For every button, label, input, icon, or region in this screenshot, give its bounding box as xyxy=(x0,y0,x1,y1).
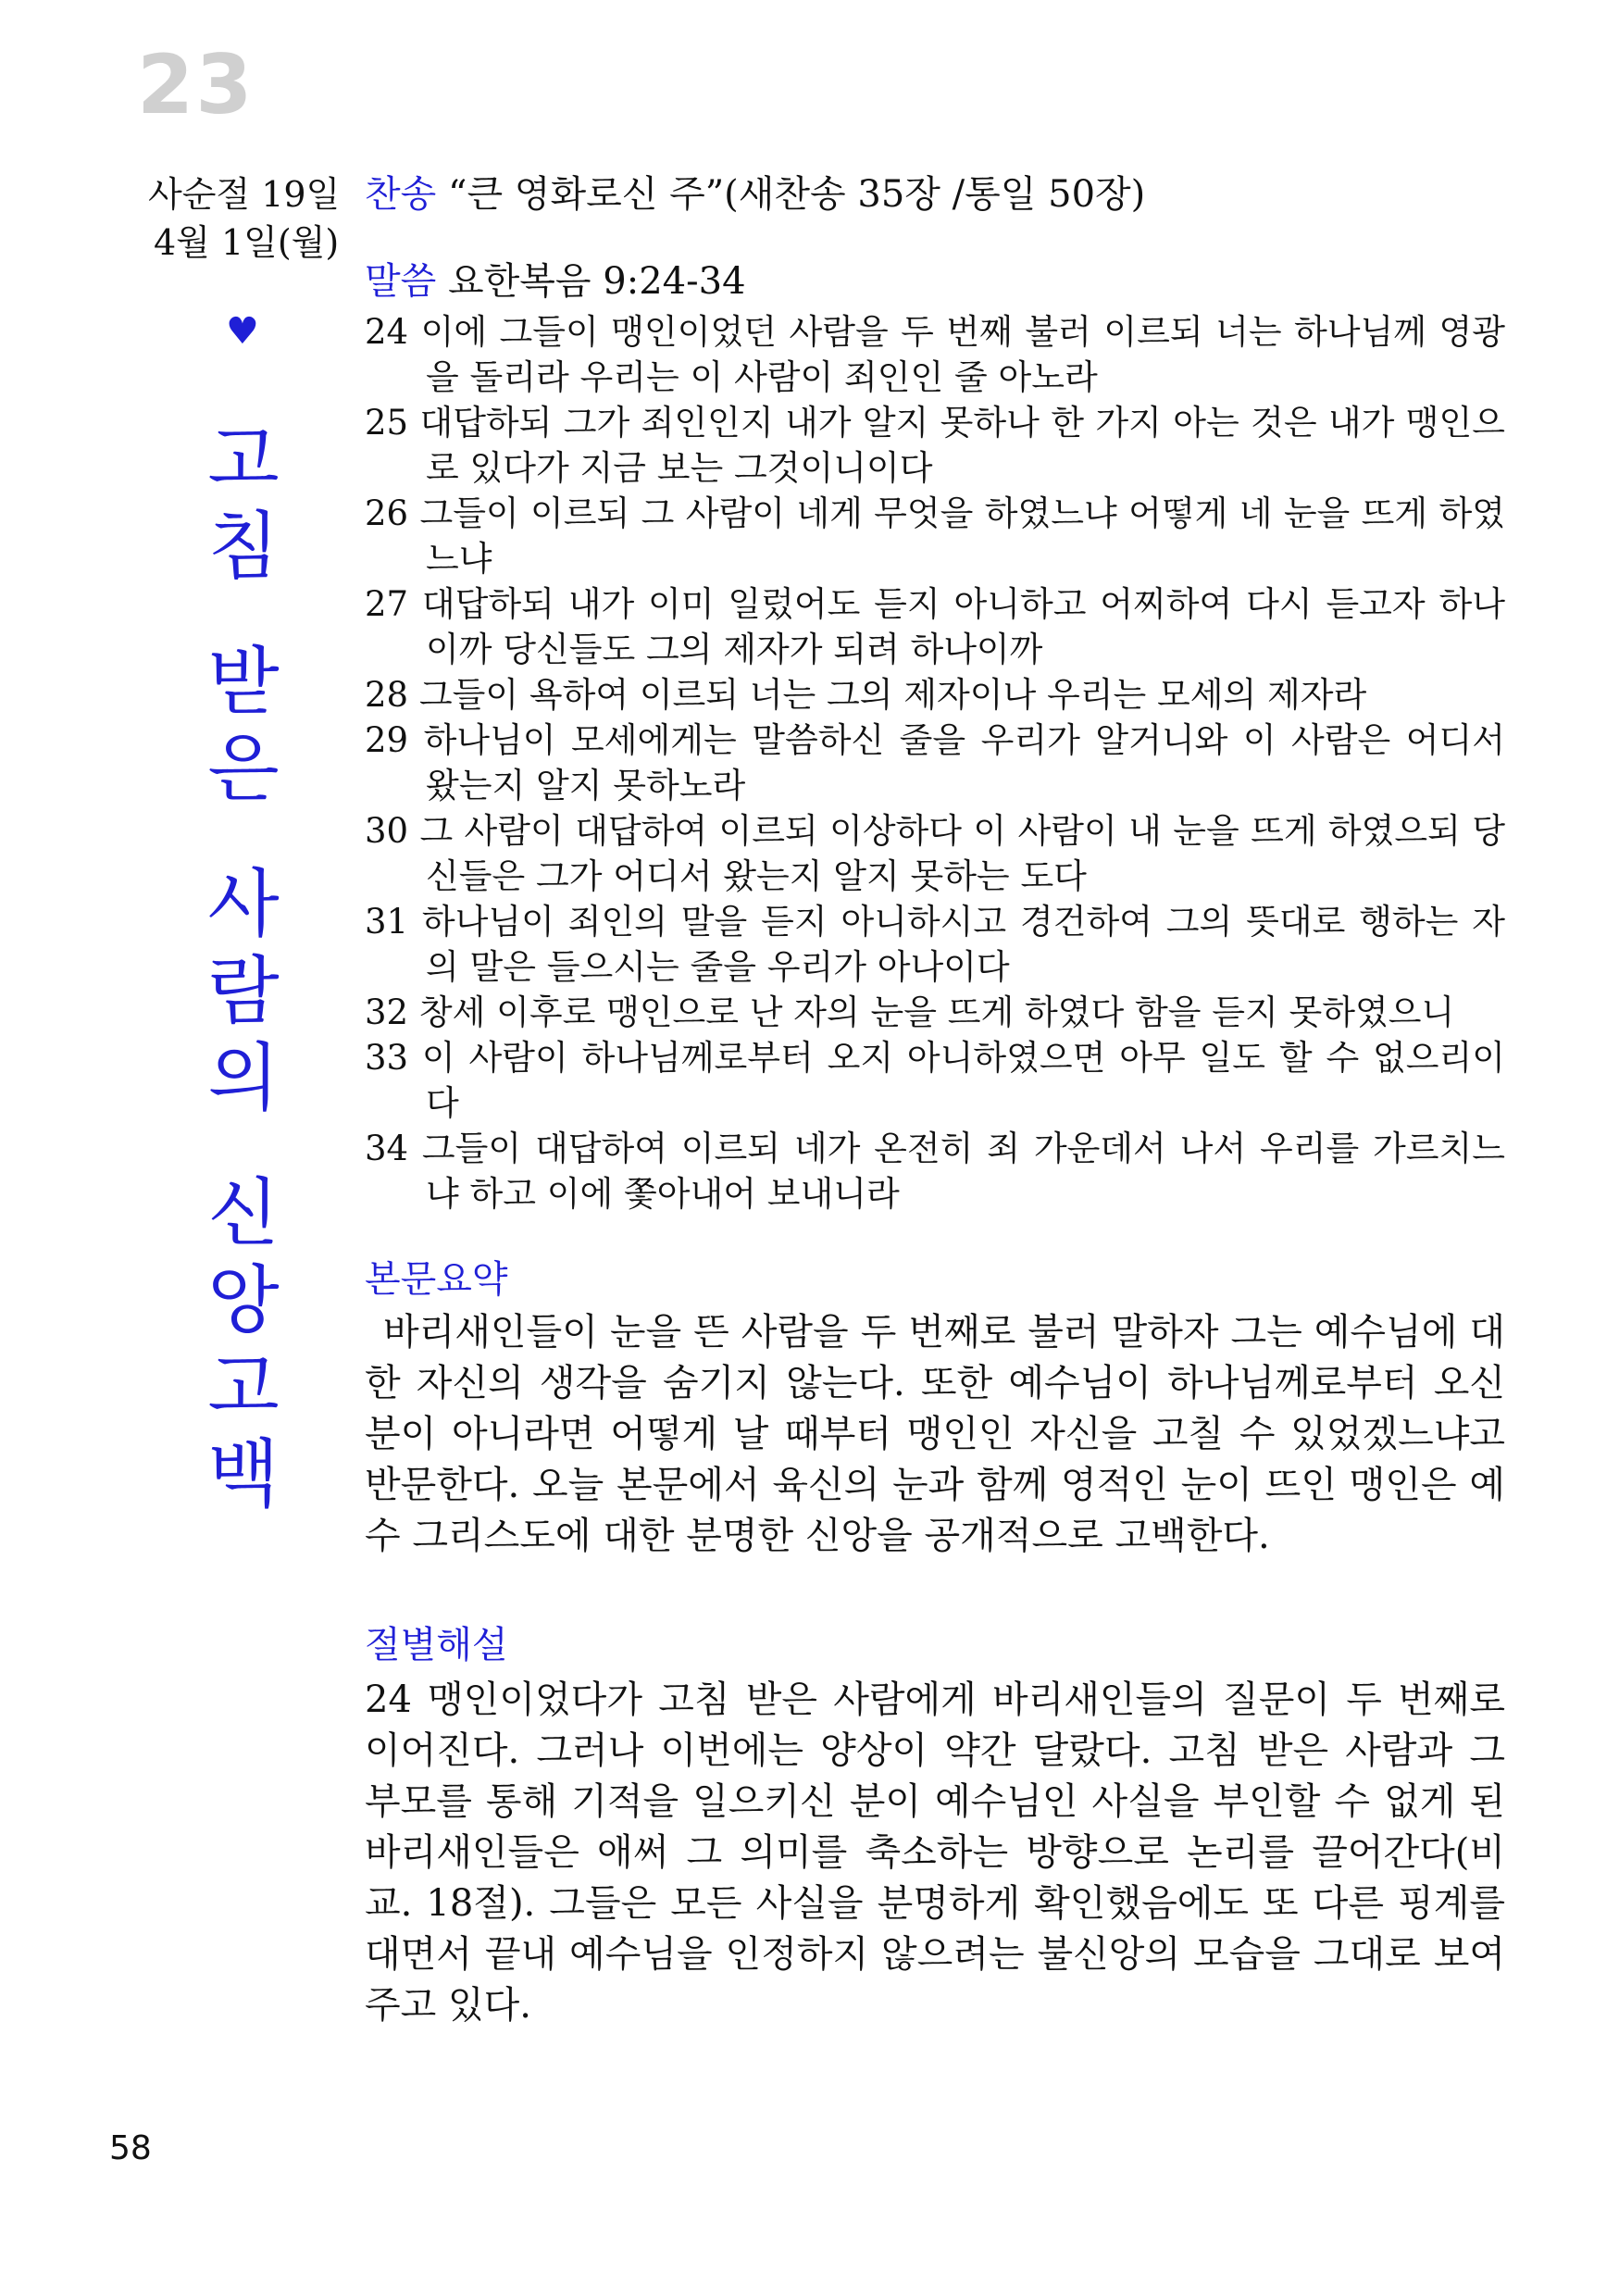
summary-text: 바리새인들이 눈을 뜬 사람을 두 번째로 불러 말하자 그는 예수님에 대한 자신의 생각을 숨기지 않는다. 또한 예수님이 하나님께로부터 오신 분이 아니라면 어떻게 날 때부터 맹인인 자신을 고칠 수 있었겠느냐고 반문한다. 오늘 본문에서 육신의 눈과 함께 영적인 눈이 뜨인 맹인은 예수 그리스도에 대한 분명한 신앙을 공개적으로 고백한다. xyxy=(365,1311,1505,1557)
verse: 34 그들이 대답하여 이르되 네가 온전히 죄 가운데서 나서 우리를 가르치느냐 하고 이에 쫓아내어 보내니라 xyxy=(365,1129,1505,1214)
title-char: 신 xyxy=(207,1170,280,1256)
verse: 31 하나님이 죄인의 말을 듣지 아니하시고 경건하여 그의 뜻대로 행하는 자의 말은 들으시는 줄을 우리가 아나이다 xyxy=(365,902,1505,987)
scripture-reference: 요한복음 9:24-34 xyxy=(448,260,746,303)
scripture-label: 말씀 xyxy=(365,260,437,303)
heart-icon: ♥ xyxy=(226,310,259,353)
verse-list xyxy=(365,309,1505,1217)
commentary-text: 24 맹인이었다가 고침 받은 사람에게 바리새인들의 질문이 두 번째로 이어진다. 그러나 이번에는 양상이 약간 달랐다. 고침 받은 사람과 그 부모를 통해 기적을 일으키신 분이 예수님인 사실을 부인할 수 없게 된 바리새인들은 애써 그 의미를 축소하는 방향으로 논리를 끌어간다(비교. 18절). 그들은 모든 사실을 분명하게 확인했음에도 또 다른 핑계를 대면서 끝내 예수님을 인정하지 않으려는 불신앙의 모습을 그대로 보여주고 있다. xyxy=(365,1678,1505,2027)
date-block xyxy=(148,170,340,267)
verse: 29 하나님이 모세에게는 말씀하신 줄을 우리가 알거니와 이 사람은 어디서 왔는지 알지 못하노라 xyxy=(365,720,1505,805)
day-number: 23 xyxy=(137,37,255,132)
verse: 26 그들이 이르되 그 사람이 네게 무엇을 하였느냐 어떻게 네 눈을 뜨게 하였느냐 xyxy=(365,493,1505,579)
verse: 28 그들이 욕하여 이르되 너는 그의 제자이나 우리는 모세의 제자라 xyxy=(365,675,1367,715)
title-char: 은 xyxy=(207,726,280,812)
title-char: 사 xyxy=(207,861,280,947)
title-gap xyxy=(193,1122,294,1170)
title-char: 고 xyxy=(207,417,280,503)
verse: 24 이에 그들이 맹인이었던 사람을 두 번째 불러 이르되 너는 하나님께 영광을 돌리라 우리는 이 사람이 죄인인 줄 아노라 xyxy=(365,312,1505,397)
verse: 30 그 사람이 대답하여 이르되 이상하다 이 사람이 내 눈을 뜨게 하였으되 당신들은 그가 어디서 왔는지 알지 못하는 도다 xyxy=(365,811,1505,896)
title-char: 받 xyxy=(207,639,280,725)
hymn-label: 찬송 xyxy=(365,173,437,216)
verse: 27 대답하되 내가 이미 일렀어도 듣지 아니하고 어찌하여 다시 듣고자 하나이까 당신들도 그의 제자가 되려 하나이까 xyxy=(365,584,1505,669)
hymn-text: “큰 영화로신 주”(새찬송 35장 /통일 50장) xyxy=(448,173,1146,216)
title-gap xyxy=(193,591,294,639)
calendar-date: 4월 1일(월) xyxy=(154,222,340,263)
page-number: 58 xyxy=(109,2129,152,2167)
title-char: 백 xyxy=(207,1431,280,1517)
title-char: 의 xyxy=(207,1035,280,1121)
title-char: 람 xyxy=(207,948,280,1034)
verse: 32 창세 이후로 맹인으로 난 자의 눈을 뜨게 하였다 함을 듣지 못하였으니 xyxy=(365,992,1455,1032)
commentary-heading: 절별해설 xyxy=(365,1624,508,1666)
hymn-line xyxy=(365,170,1505,218)
vertical-title xyxy=(193,417,294,1518)
title-gap xyxy=(193,813,294,861)
scripture-heading xyxy=(365,257,1505,306)
verse: 25 대답하되 그가 죄인인지 내가 알지 못하나 한 가지 아는 것은 내가 맹인으로 있다가 지금 보는 그것이니이다 xyxy=(365,403,1505,488)
main-content xyxy=(365,170,1505,2031)
title-char: 앙 xyxy=(207,1257,280,1343)
verse: 33 이 사람이 하나님께로부터 오지 아니하였으면 아무 일도 할 수 없으리이다 xyxy=(365,1038,1505,1123)
season-day: 사순절 19일 xyxy=(148,174,341,215)
title-char: 고 xyxy=(207,1344,280,1430)
title-char: 침 xyxy=(207,504,280,590)
summary-heading: 본문요약 xyxy=(365,1258,508,1301)
